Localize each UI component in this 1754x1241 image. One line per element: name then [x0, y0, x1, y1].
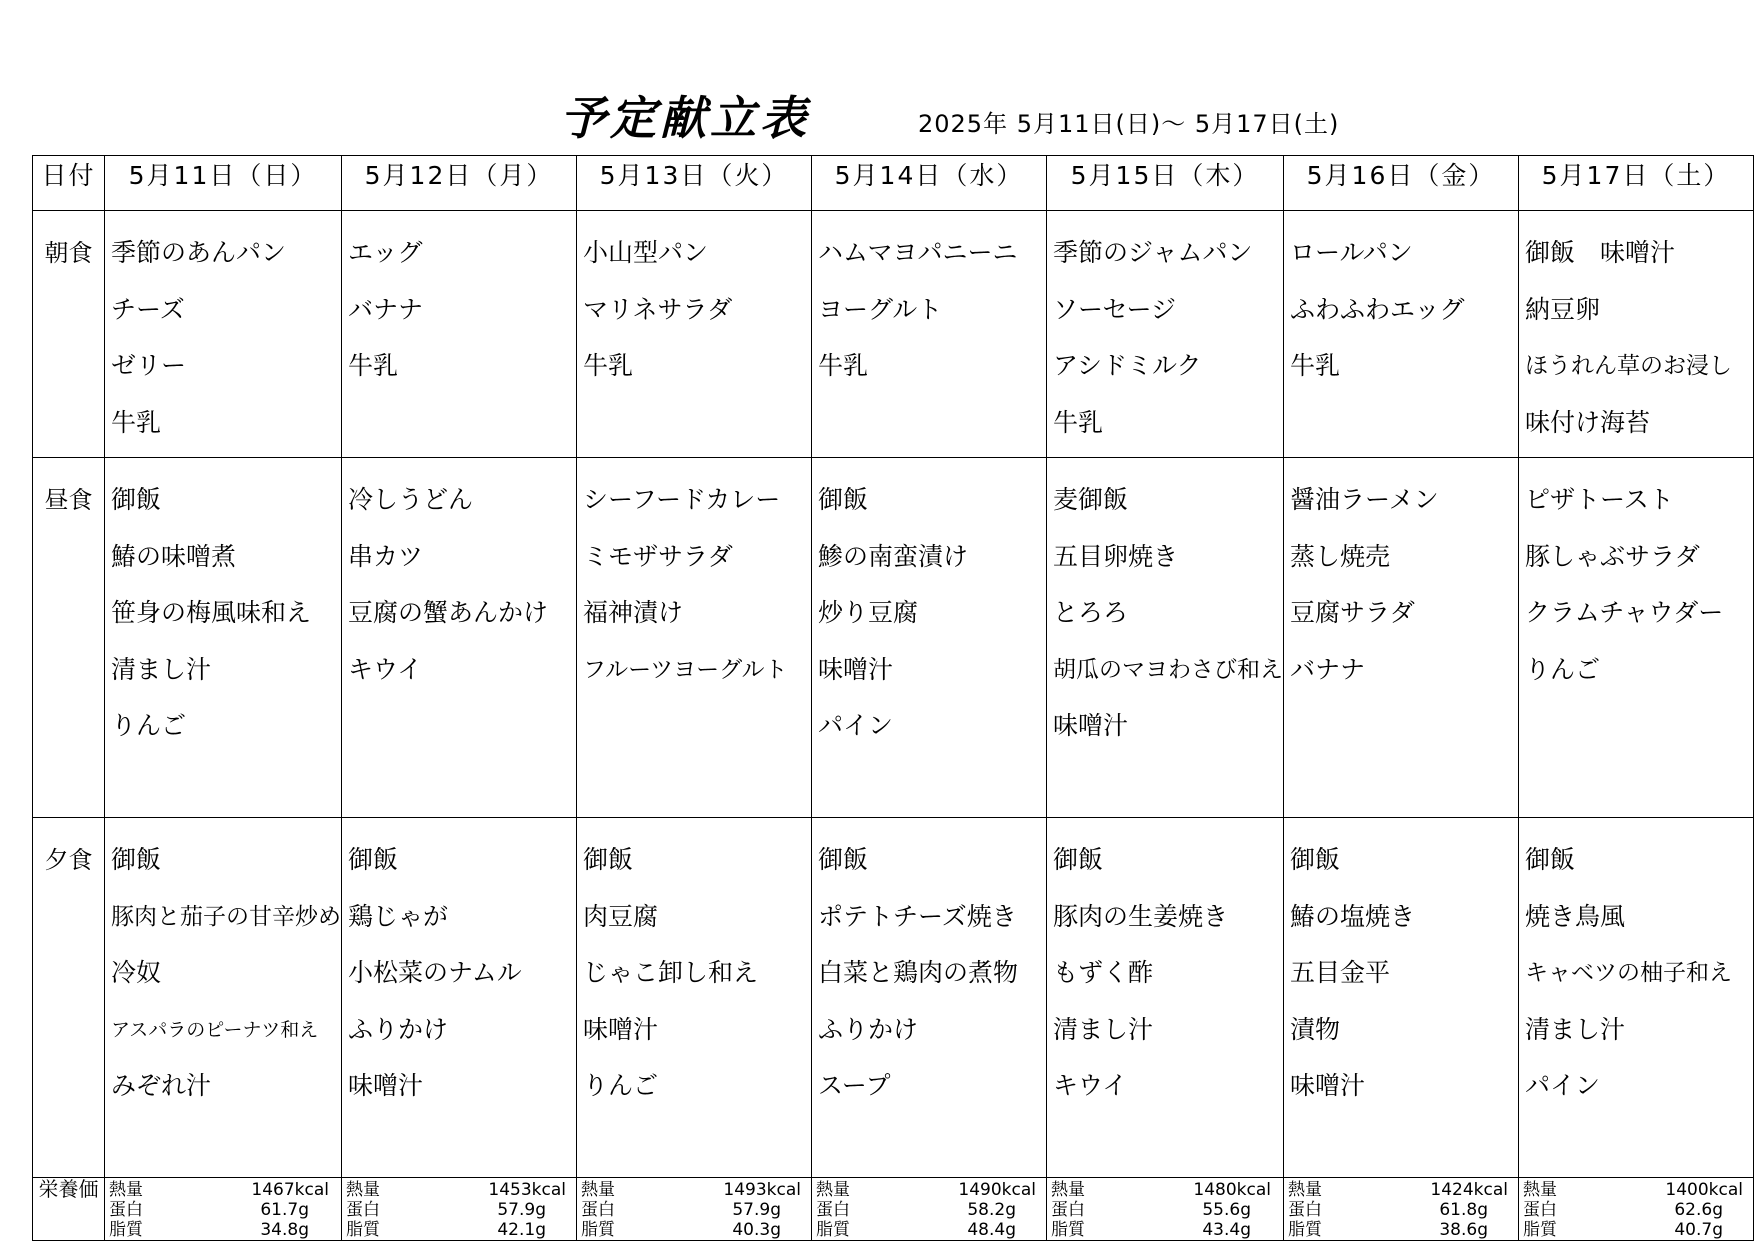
- menu-item: 豚肉と茄子の甘辛炒め: [111, 903, 341, 930]
- menu-item: 御飯: [1290, 845, 1341, 874]
- lunch-cell: [105, 458, 342, 818]
- dinner-cell: [1047, 818, 1284, 1178]
- menu-item: 冷奴: [111, 958, 162, 987]
- menu-item: 牛乳: [348, 351, 399, 380]
- menu-item: 小松菜のナムル: [348, 958, 522, 987]
- nutrition-cell: [1047, 1178, 1284, 1241]
- menu-item: ふりかけ: [348, 1014, 449, 1044]
- menu-item: 味噌汁: [348, 1071, 424, 1100]
- protein-value: 55.6g: [1202, 1200, 1251, 1220]
- nutrition-cell: [342, 1178, 577, 1241]
- fat-value: 40.3g: [732, 1220, 781, 1240]
- lunch-cell: [1047, 458, 1284, 818]
- menu-item: 豆腐の蟹あんかけ: [348, 598, 549, 627]
- menu-item: 季節のジャムパン: [1053, 238, 1253, 267]
- energy-row: [1523, 1180, 1753, 1200]
- breakfast-cell: [1047, 211, 1284, 458]
- menu-item: 冷しうどん: [348, 485, 474, 514]
- energy-label: 熱量: [1288, 1180, 1322, 1200]
- page-title: 予定献立表: [560, 91, 810, 145]
- fat-value: 42.1g: [497, 1220, 546, 1240]
- nutrition-row: [33, 1178, 1754, 1241]
- menu-item: 清まし汁: [1525, 1014, 1626, 1044]
- protein-row: [109, 1200, 341, 1220]
- protein-label: 蛋白: [1288, 1200, 1322, 1220]
- fat-label: 脂質: [816, 1220, 850, 1240]
- dinner-cell: [812, 818, 1047, 1178]
- lunch-cell: [1519, 458, 1754, 818]
- menu-item: りんご: [111, 711, 187, 740]
- menu-item: キャベツの柚子和え: [1525, 960, 1732, 986]
- date-header-row: [33, 156, 1754, 211]
- protein-row: [581, 1200, 811, 1220]
- day-header-1: 5月11日（日）: [105, 156, 342, 211]
- fat-row: [1523, 1220, 1753, 1240]
- nutrition-values: [109, 1180, 341, 1240]
- menu-item: 醤油ラーメン: [1290, 485, 1439, 514]
- protein-row: [1523, 1200, 1753, 1220]
- menu-item: 白菜と鶏肉の煮物: [818, 958, 1019, 987]
- menu-item: アシドミルク: [1053, 351, 1202, 380]
- menu-item: りんご: [583, 1071, 659, 1100]
- menu-item: 納豆卵: [1525, 294, 1601, 324]
- energy-label: 熱量: [346, 1180, 380, 1200]
- menu-item: 牛乳: [1053, 407, 1104, 437]
- menu-item: キウイ: [1053, 1071, 1128, 1100]
- protein-value: 57.9g: [732, 1200, 781, 1220]
- energy-row: [1288, 1180, 1518, 1200]
- lunch-cell: [1284, 458, 1519, 818]
- fat-label: 脂質: [581, 1220, 615, 1240]
- nutrition-values: [581, 1180, 811, 1240]
- menu-item: チーズ: [111, 294, 185, 324]
- energy-value: 1453kcal: [488, 1180, 566, 1200]
- energy-row: [346, 1180, 576, 1200]
- menu-item: 焼き鳥風: [1525, 901, 1626, 931]
- menu-item: ふわふわエッグ: [1290, 294, 1465, 324]
- menu-item: 御飯: [111, 485, 162, 514]
- protein-label: 蛋白: [581, 1200, 615, 1220]
- day-header-7: 5月17日（土）: [1519, 156, 1754, 211]
- dinner-cell: [342, 818, 577, 1178]
- menu-item: ヨーグルト: [818, 294, 943, 324]
- energy-row: [1051, 1180, 1283, 1200]
- nutrition-cell: [577, 1178, 812, 1241]
- breakfast-cell: [1519, 211, 1754, 458]
- protein-value: 58.2g: [967, 1200, 1016, 1220]
- menu-item: 蒸し焼売: [1290, 541, 1391, 571]
- fat-value: 40.7g: [1674, 1220, 1723, 1240]
- energy-label: 熱量: [109, 1180, 143, 1200]
- dinner-label: 夕食: [33, 818, 105, 1178]
- menu-item: 御飯: [583, 845, 634, 874]
- energy-value: 1424kcal: [1430, 1180, 1508, 1200]
- energy-value: 1480kcal: [1193, 1180, 1271, 1200]
- menu-item: 福神漬け: [583, 598, 684, 627]
- menu-item: 御飯: [348, 845, 399, 874]
- menu-item: 季節のあんパン: [111, 238, 287, 267]
- nutrition-cell: [105, 1178, 342, 1241]
- nutrition-cell: [812, 1178, 1047, 1241]
- menu-item: クラムチャウダー: [1525, 598, 1724, 627]
- fat-value: 38.6g: [1439, 1220, 1488, 1240]
- energy-label: 熱量: [816, 1180, 850, 1200]
- protein-row: [1288, 1200, 1518, 1220]
- menu-item: 味噌汁: [1290, 1071, 1366, 1100]
- menu-item: 五目卵焼き: [1053, 541, 1179, 571]
- fat-label: 脂質: [109, 1220, 143, 1240]
- menu-item: ロールパン: [1290, 238, 1413, 267]
- menu-item: 串カツ: [348, 541, 424, 571]
- breakfast-cell: [342, 211, 577, 458]
- menu-item: ポテトチーズ焼き: [818, 901, 1017, 931]
- protein-value: 62.6g: [1674, 1200, 1723, 1220]
- menu-item: バナナ: [1290, 654, 1366, 684]
- day-header-4: 5月14日（水）: [812, 156, 1047, 211]
- menu-item: ふりかけ: [818, 1014, 919, 1044]
- energy-value: 1400kcal: [1665, 1180, 1743, 1200]
- protein-row: [346, 1200, 576, 1220]
- protein-label: 蛋白: [1523, 1200, 1557, 1220]
- menu-item: エッグ: [348, 238, 423, 267]
- lunch-cell: [342, 458, 577, 818]
- menu-item: 肉豆腐: [583, 901, 659, 931]
- day-header-3: 5月13日（火）: [577, 156, 812, 211]
- menu-item: 味噌汁: [818, 654, 894, 684]
- menu-item: 五目金平: [1290, 958, 1391, 987]
- energy-value: 1493kcal: [723, 1180, 801, 1200]
- nutrition-values: [1523, 1180, 1753, 1240]
- menu-item: スープ: [818, 1071, 891, 1100]
- lunch-label: 昼食: [33, 458, 105, 818]
- menu-item: 鰆の味噌煮: [111, 541, 237, 571]
- menu-item: フルーツヨーグルト: [583, 656, 788, 683]
- menu-item: 御飯: [1525, 845, 1576, 874]
- dinner-row: [33, 818, 1754, 1178]
- energy-label: 熱量: [1523, 1180, 1557, 1200]
- energy-value: 1490kcal: [958, 1180, 1036, 1200]
- menu-item: 味噌汁: [1053, 711, 1129, 740]
- menu-item: 味付け海苔: [1525, 407, 1651, 437]
- dinner-cell: [1284, 818, 1519, 1178]
- menu-item: 豚しゃぶサラダ: [1525, 541, 1700, 571]
- nutrition-label: 栄養価: [33, 1178, 105, 1241]
- protein-value: 57.9g: [497, 1200, 546, 1220]
- menu-item: マリネサラダ: [583, 294, 733, 324]
- fat-row: [1051, 1220, 1283, 1240]
- energy-row: [816, 1180, 1046, 1200]
- fat-label: 脂質: [1288, 1220, 1322, 1240]
- menu-item: 御飯: [818, 485, 869, 514]
- dinner-cell: [1519, 818, 1754, 1178]
- menu-item: りんご: [1525, 654, 1601, 684]
- breakfast-cell: [1284, 211, 1519, 458]
- menu-item: 御飯: [1053, 845, 1104, 874]
- protein-label: 蛋白: [346, 1200, 380, 1220]
- menu-item: 豚肉の生姜焼き: [1053, 901, 1229, 931]
- nutrition-cell: [1519, 1178, 1754, 1241]
- lunch-cell: [812, 458, 1047, 818]
- breakfast-row: [33, 211, 1754, 458]
- menu-item: 牛乳: [818, 351, 869, 380]
- dinner-cell: [577, 818, 812, 1178]
- menu-item: ハムマヨパニーニ: [818, 238, 1018, 267]
- protein-row: [1051, 1200, 1283, 1220]
- menu-item: 味噌汁: [583, 1014, 659, 1044]
- fat-row: [1288, 1220, 1518, 1240]
- menu-item: シーフードカレー: [583, 485, 781, 514]
- fat-row: [581, 1220, 811, 1240]
- menu-item: ほうれん草のお浸し: [1525, 353, 1732, 379]
- menu-item: 御飯: [111, 845, 162, 874]
- page-header: [0, 70, 1754, 150]
- menu-item: 豆腐サラダ: [1290, 598, 1415, 627]
- menu-item: 牛乳: [111, 407, 162, 437]
- dinner-cell: [105, 818, 342, 1178]
- menu-item: 牛乳: [1290, 351, 1341, 380]
- menu-item: バナナ: [348, 294, 424, 324]
- day-header-6: 5月16日（金）: [1284, 156, 1519, 211]
- protein-label: 蛋白: [816, 1200, 850, 1220]
- nutrition-values: [816, 1180, 1046, 1240]
- fat-row: [816, 1220, 1046, 1240]
- fat-label: 脂質: [1051, 1220, 1085, 1240]
- menu-item: キウイ: [348, 654, 423, 684]
- nutrition-values: [1288, 1180, 1518, 1240]
- menu-item: 清まし汁: [1053, 1014, 1154, 1044]
- energy-label: 熱量: [1051, 1180, 1085, 1200]
- menu-item: 笹身の梅風味和え: [111, 598, 312, 627]
- menu-item: みぞれ汁: [111, 1071, 212, 1100]
- fat-value: 48.4g: [967, 1220, 1016, 1240]
- nutrition-values: [1051, 1180, 1283, 1240]
- protein-value: 61.8g: [1439, 1200, 1488, 1220]
- menu-item: もずく酢: [1053, 958, 1154, 987]
- nutrition-cell: [1284, 1178, 1519, 1241]
- menu-item: 炒り豆腐: [818, 598, 919, 627]
- protein-value: 61.7g: [260, 1200, 309, 1220]
- lunch-row: [33, 458, 1754, 818]
- menu-item: アスパラのピーナツ和え: [111, 1018, 319, 1041]
- energy-row: [581, 1180, 811, 1200]
- energy-value: 1467kcal: [251, 1180, 329, 1200]
- menu-item: パイン: [1525, 1071, 1601, 1100]
- energy-label: 熱量: [581, 1180, 615, 1200]
- fat-label: 脂質: [1523, 1220, 1557, 1240]
- breakfast-cell: [577, 211, 812, 458]
- protein-label: 蛋白: [1051, 1200, 1085, 1220]
- menu-item: 御飯 味噌汁: [1525, 238, 1676, 267]
- menu-item: 麦御飯: [1053, 485, 1129, 514]
- menu-item: 鯵の南蛮漬け: [818, 541, 969, 571]
- fat-value: 34.8g: [260, 1220, 309, 1240]
- menu-item: ミモザサラダ: [583, 541, 733, 571]
- menu-item: 清まし汁: [111, 654, 212, 684]
- menu-item: 鰆の塩焼き: [1290, 901, 1416, 931]
- protein-row: [816, 1200, 1046, 1220]
- energy-row: [109, 1180, 341, 1200]
- menu-item: 鶏じゃが: [348, 901, 449, 931]
- menu-item: とろろ: [1053, 598, 1129, 627]
- menu-item: 小山型パン: [583, 238, 709, 267]
- menu-item: 胡瓜のマヨわさび和え: [1053, 656, 1283, 683]
- menu-item: 牛乳: [583, 351, 634, 380]
- menu-item: じゃこ卸し和え: [583, 958, 759, 987]
- fat-row: [109, 1220, 341, 1240]
- day-header-2: 5月12日（月）: [342, 156, 577, 211]
- breakfast-cell: [105, 211, 342, 458]
- protein-label: 蛋白: [109, 1200, 143, 1220]
- fat-label: 脂質: [346, 1220, 380, 1240]
- day-header-5: 5月15日（木）: [1047, 156, 1284, 211]
- menu-table: [32, 155, 1754, 1241]
- menu-item: 御飯: [818, 845, 869, 874]
- lunch-cell: [577, 458, 812, 818]
- breakfast-label: 朝食: [33, 211, 105, 458]
- menu-item: ソーセージ: [1053, 294, 1177, 324]
- breakfast-cell: [812, 211, 1047, 458]
- fat-value: 43.4g: [1202, 1220, 1251, 1240]
- date-label: 日付: [33, 156, 105, 211]
- nutrition-values: [346, 1180, 576, 1240]
- fat-row: [346, 1220, 576, 1240]
- menu-item: パイン: [818, 711, 894, 740]
- menu-item: 漬物: [1290, 1014, 1341, 1044]
- date-range: 2025年 5月11日(日)～ 5月17日(土): [918, 110, 1340, 138]
- menu-item: ピザトースト: [1525, 485, 1674, 514]
- menu-item: ゼリー: [111, 351, 187, 380]
